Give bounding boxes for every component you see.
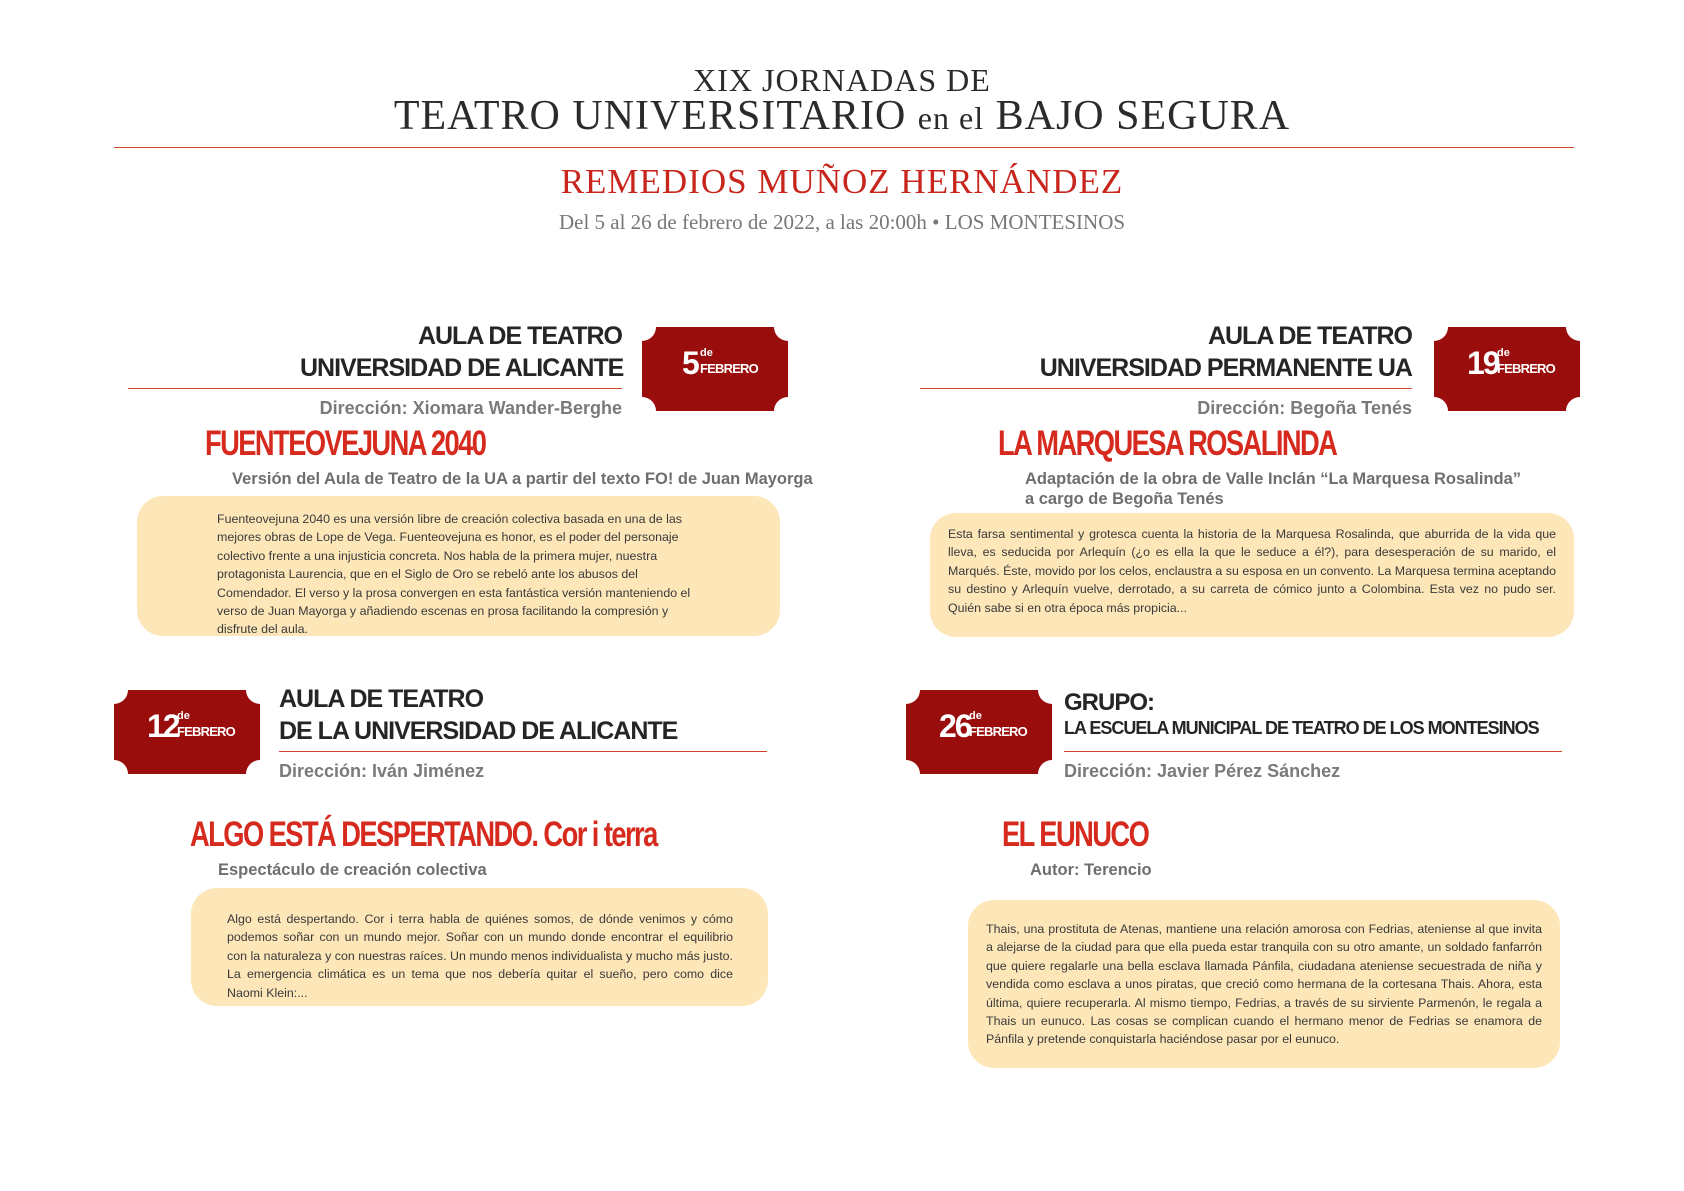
group-name: LA ESCUELA MUNICIPAL DE TEATRO DE LOS MONTESINOS	[1064, 718, 1539, 738]
group-divider	[279, 751, 767, 752]
festival-dates: Del 5 al 26 de febrero de 2022, a las 20:00h • LOS MONTESINOS	[558, 210, 1126, 234]
description-text: Algo está despertando. Cor i terra habla de quiénes somos, de dónde venimos y cómo podemos soñar con un mundo mejor. Soñar con un mundo donde encontrar el equilibrio con la naturaleza y con nuestras raíces. Un mundo menos individualista y mucho más justo. La emergencia climática es un tema que nos debería quitar el sueño, pero como dice Naomi Klein:...	[227, 912, 733, 1000]
description-text: Fuenteovejuna 2040 es una versión libre de creación colectiva basada en una de las mejores obras de Lope de Vega. Fuenteovejuna es honor, es el poder del personaje colectivo frente a una injusticia concreta. Nos habla de la primera mujer, nuestra protagonista Laurencia, que en el Siglo de Oro se rebeló ante los abusos del Comendador. El verso y la prosa convergen en esta fantástica versión manteniendo el verso de Juan Mayorga y añadiendo escenas en prosa facilitando la compresión y disfrute del aula.	[217, 512, 691, 637]
date-badge	[642, 327, 788, 411]
title-part-b: en el	[917, 100, 985, 136]
play-title: ALGO ESTÁ DESPERTANDO. Cor i terra	[190, 815, 657, 854]
badge-de: de	[1497, 347, 1510, 359]
date-badge	[114, 690, 260, 774]
description-box	[137, 496, 780, 636]
play-subtitle-line2: a cargo de Begoña Tenés	[1025, 490, 1224, 508]
play-subtitle-line1: Adaptación de la obra de Valle Inclán “La Marquesa Rosalinda”	[1025, 470, 1522, 488]
badge-day: 26	[939, 708, 971, 744]
badge-month: FEBRERO	[1497, 361, 1555, 376]
play-title: EL EUNUCO	[1002, 815, 1149, 854]
group-line1: AULA DE TEATRO	[417, 322, 622, 350]
badge-month: FEBRERO	[177, 724, 235, 739]
group-title	[920, 320, 1412, 384]
direction: Dirección: Xiomara Wander-Berghe	[319, 398, 622, 418]
badge-day: 19	[1467, 345, 1499, 381]
description-box	[930, 513, 1574, 637]
group-line1: AULA DE TEATRO	[279, 685, 484, 713]
direction: Dirección: Javier Pérez Sánchez	[1064, 761, 1341, 781]
honoree-name: REMEDIOS MUÑOZ HERNÁNDEZ	[560, 162, 1124, 201]
group-line2: UNIVERSIDAD PERMANENTE UA	[1039, 354, 1412, 382]
badge-month: FEBRERO	[969, 724, 1027, 739]
group-line2: DE LA UNIVERSIDAD DE ALICANTE	[279, 717, 678, 745]
badge-de: de	[700, 347, 713, 359]
group-line1: AULA DE TEATRO	[1207, 322, 1412, 350]
festival-title-line1: XIX JORNADAS DE	[693, 62, 991, 98]
group-divider	[128, 388, 622, 389]
play-subtitle: Versión del Aula de Teatro de la UA a partir del texto FO! de Juan Mayorga	[232, 470, 813, 488]
group-divider	[1064, 751, 1562, 752]
badge-de: de	[969, 710, 982, 722]
description-text: Thais, una prostituta de Atenas, mantiene una relación amorosa con Fedrias, ateniense al que invita a alejarse de la ciudad para que ella pueda estar tranquila con su otro amante, un soldado fanfarrón que quiere regalarle una bella esclava llamada Pánfila, ciudadana ateniense secuestrada de niña y vendida como esclava a unos piratas, que creció como hermana de la cortesana Thais. Ahora, esta última, quiere recuperarla. Al mismo tiempo, Fedrias, a través de su sirviente Parmenón, le regala a Thais un eunuco. Las cosas se complican cuando el hermano menor de Fedrias se enamora de Pánfila y pretende conquistarla haciéndose pasar por el eunuco.	[986, 922, 1542, 1047]
description-text: Esta farsa sentimental y grotesca cuenta la historia de la Marquesa Rosalinda, que aburrida de la vida que lleva, es seducida por Arlequín (¿o es ella la que le seduce a él?), para desesperación de su marido, el Marqués. Éste, movido por los celos, enclaustra a su esposa en un convento. La Marquesa termina aceptando su destino y Arlequín vuelve, derrotado, a su carreta de cómico junto a Colombina. Esta vez no pudo ser. Quién sabe si en otra época más propicia...	[948, 527, 1556, 615]
group-line2: UNIVERSIDAD DE ALICANTE	[300, 354, 624, 382]
badge-de: de	[177, 710, 190, 722]
title-part-c: BAJO SEGURA	[995, 93, 1291, 139]
date-badge	[906, 690, 1052, 774]
description-box	[191, 888, 768, 1006]
play-subtitle: Autor: Terencio	[1030, 861, 1152, 879]
badge-day: 12	[147, 708, 179, 744]
group-label: GRUPO:	[1064, 689, 1154, 716]
play-subtitle: Espectáculo de creación colectiva	[218, 861, 487, 879]
header-divider	[114, 147, 1574, 148]
festival-title-line2	[0, 92, 1684, 140]
group-title	[279, 683, 677, 747]
group-title	[300, 320, 622, 384]
badge-day: 5	[682, 345, 698, 381]
play-title: LA MARQUESA ROSALINDA	[998, 424, 1337, 463]
description-box	[968, 900, 1560, 1068]
badge-month: FEBRERO	[700, 361, 758, 376]
date-badge	[1434, 327, 1580, 411]
title-part-a: TEATRO UNIVERSITARIO	[393, 93, 907, 139]
play-title: FUENTEOVEJUNA 2040	[205, 424, 486, 463]
group-divider	[920, 388, 1412, 389]
direction: Dirección: Begoña Tenés	[1197, 398, 1412, 418]
direction: Dirección: Iván Jiménez	[279, 761, 485, 781]
